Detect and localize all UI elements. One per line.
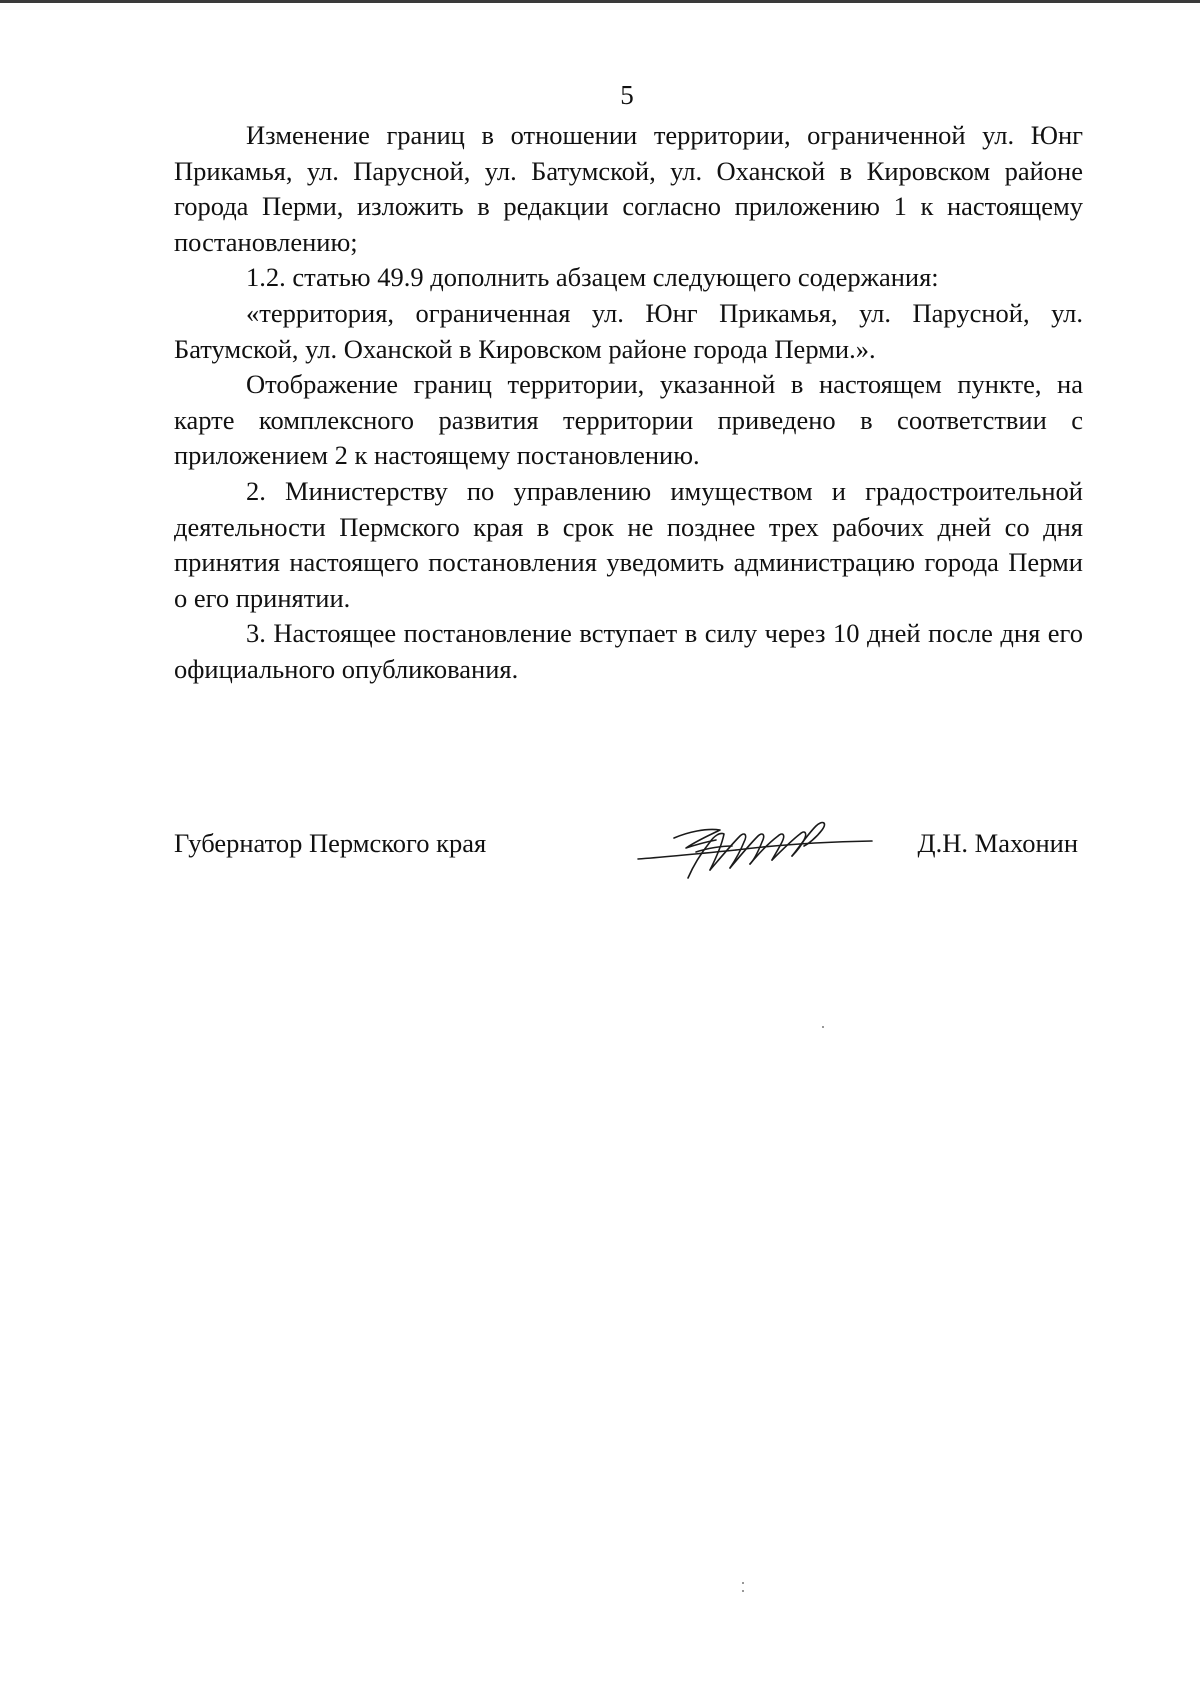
paragraph-territory-quote: «территория, ограниченная ул. Юнг Прикамья, ул. Парусной, ул. Батумской, ул. Оханской в Кировском районе города Перми.». [174, 297, 1083, 364]
document-body [174, 118, 1083, 688]
handwritten-signature-icon [636, 812, 876, 882]
signatory-position: Губернатор Пермского края [174, 828, 487, 858]
paragraph-map-display: Отображение границ территории, указанной в настоящем пункте, на карте комплексного развития территории приведено в соответствии с приложением 2 к настоящему постановлению. [174, 369, 1083, 471]
signature-block [174, 812, 1084, 882]
paragraph-item-1-2: 1.2. статью 49.9 дополнить абзацем следующего содержания: [246, 262, 939, 293]
scan-speck [742, 1582, 744, 1584]
scan-top-edge [0, 0, 1200, 3]
paragraph-boundary-change: Изменение границ в отношении территории, ограниченной ул. Юнг Прикамья, ул. Парусной, ул. Батумской, ул. Оханской в Кировском районе города Перми, изложить в редакции согласно приложению 1 к настоящему постановлению; [174, 120, 1083, 257]
paragraph-item-3: 3. Настоящее постановление вступает в силу через 10 дней после дня его официального опубликования. [174, 618, 1083, 684]
page-number: 5 [620, 80, 634, 110]
scan-speck [742, 1590, 744, 1592]
paragraph-item-2: 2. Министерству по управлению имуществом и градостроительной деятельности Пермского края в срок не позднее трех рабочих дней со дня принятия настоящего постановления уведомить администрацию города Перми о его принятии. [174, 475, 1083, 613]
signatory-name: Д.Н. Махонин [917, 828, 1078, 858]
scan-speck [822, 1026, 824, 1028]
